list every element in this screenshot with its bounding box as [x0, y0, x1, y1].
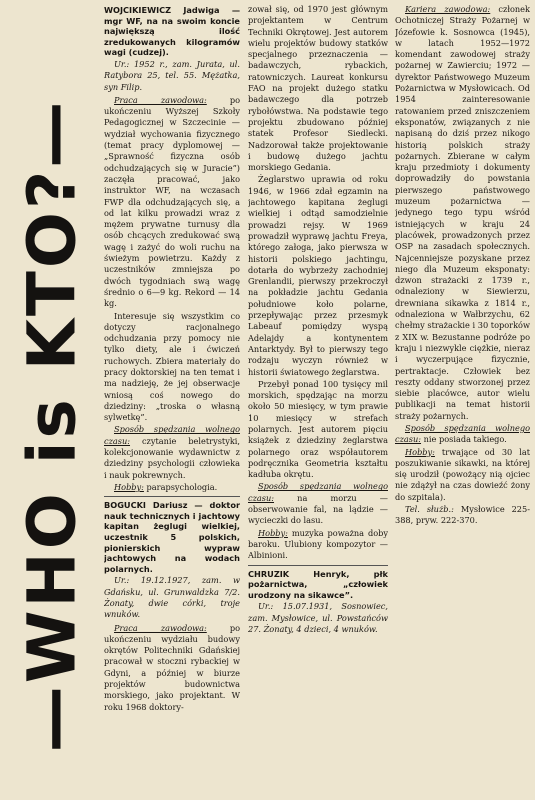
- profile-meta: Ur.: 1952 r., zam. Jurata, ul. Ratybora 25, tel. 55. Mężatka, syn Filip.: [104, 58, 240, 92]
- hobby-text: parapsychologia.: [146, 481, 218, 492]
- free-time-label: Sposób spędzania wolnego czasu:: [395, 422, 530, 445]
- hobby-label: Hobby:: [405, 446, 435, 457]
- phone-label: Tel. służb.:: [405, 504, 454, 515]
- heading-desc: — doktor nauk technicznych i jachtowy kapitan żeglugi wielkiej, uczestnik 5 polskich, pionierskich wypraw jachtowych na wodach polarnych.: [104, 500, 240, 574]
- free-time-text: czytanie beletrystyki, kolekcjonowanie wydawnictw z dziedziny psychologii człowieka i nauk pokrewnych.: [104, 435, 240, 480]
- sailing-paragraph-2: Przebył ponad 100 tysięcy mil morskich, spędzając na morzu około 50 miesięcy, w tym prawie 10 miesięcy w strefach polarnych. Jest autorem pięciu książek z dziedziny żeglarstwa polarnego oraz współautorem podręcznika Geometria kształtu kadłuba okrętu.: [248, 378, 388, 480]
- profile-meta: Ur.: 19.12.1927, zam. w Gdańsku, ul. Grunwaldzka 7/2. Żonaty, dwie córki, troje wnuków.: [104, 575, 240, 620]
- hobby-text: muzyka poważna doby baroku. Ulubiony kompozytor — Albinioni.: [248, 527, 388, 561]
- work-label: Praca zawodowa:: [114, 94, 207, 105]
- hobby-paragraph: [395, 447, 530, 503]
- free-time-label: Sposób spędzania wolnego czasu:: [104, 424, 240, 446]
- profile-meta: Ur.: 15.07.1931, Sosnowiec, zam. Mysłowice, ul. Powstańców 27. Żonaty, 4 dzieci, 4 wnuków.: [248, 601, 388, 634]
- career-label: Kariera zawodowa:: [405, 4, 491, 14]
- work-label: Praca zawodowa:: [114, 622, 207, 633]
- hobby-paragraph: [104, 482, 240, 493]
- profile-heading-chruzik: [248, 569, 388, 601]
- work-paragraph: [104, 623, 240, 713]
- vertical-title: [6, 98, 98, 752]
- free-time-label: Sposób spędzania wolnego czasu:: [248, 481, 388, 503]
- free-time-paragraph: [395, 423, 530, 446]
- heading-name: WOJCIKIEWICZ Jadwiga: [104, 5, 220, 15]
- free-time-text: na morzu — obserwowanie fal, na lądzie — wycieczki do lasu.: [248, 492, 388, 526]
- hobby-label: Hobby:: [258, 527, 288, 538]
- hobby-label: Hobby:: [114, 481, 144, 492]
- heading-name: CHRUZIK Henryk, płk: [248, 568, 388, 579]
- column-3: [395, 4, 530, 800]
- profile-heading-bogucki: [104, 500, 240, 574]
- sailing-paragraph: Żeglarstwo uprawia od roku 1946, w 1966 zdał egzamin na jachtowego kapitana żeglugi wielkiej i odtąd samodzielnie prowadzi rejsy. W 1969 prowadził wyprawę jachtu Freya, którego załoga, jako pierwsza w historii polskiego jachtingu, dotarła do wybrzeży zachodniej Grenlandii, pierwszy przekroczył na pokładzie jachtu Gedania południowe koło polarne, przepływając przez przesmyk Labeauf pomiędzy wyspą Adelajdy a kontynentem Antarktydy. Był to pierwszy tego rodzaju wyczyn również w historii światowego żeglarstwa.: [248, 174, 388, 377]
- continued-paragraph: zował się, od 1970 jest głównym projektantem w Centrum Techniki Okrętowej. Jest autorem wielu projektów budowy statków specjalnego przeznaczenia — badawczych, rybackich, ratowniczych. Laureat konkursu FAO na projekt dużego statku badawczego dla potrzeb rybołówstwa. Na podstawie tego projektu zbudowano później statek Profesor Siedlecki. Nadzorował także projektowanie i budowę dużego jachtu morskiego Gedania.: [248, 4, 388, 173]
- page-title: —WHO is KTO?—: [13, 98, 91, 752]
- hobby-paragraph: [248, 528, 388, 562]
- free-time-text: nie posiada takiego.: [423, 434, 507, 445]
- heading-name: BOGUCKI Dariusz: [104, 500, 188, 511]
- divider: [248, 565, 388, 566]
- phone-text: Mysłowice 225-388, pryw. 222-370.: [395, 504, 530, 526]
- work-text: po ukończeniu Wyższej Szkoły Pedagogicznej w Szczecinie — wydział wychowania fizycznego (temat pracy dyplomowej — „Sprawność fizyczna osób odchudzających się w Juracie”) zaczęła pracować, jako instruktor WF, na wczasach FWP dla odchudzających się, a od lat kilku prowadzi wraz z mężem prywatne turnusy dla osób chcących zredukować swą wagę i zażyć do woli ruchu na świeżym powietrzu. Każdy z uczestników zmniejsza po dwóch tygodniach swą wagę średnio o 6—9 kg. Rekord — 14 kg.: [104, 94, 240, 309]
- hobby-text: trwające od 30 lat poszukiwanie sikawki, na której się urodził (powożący nią ojciec nie zdążył na czas dowieźć żony do szpitala).: [395, 446, 530, 502]
- phone-paragraph: [395, 504, 530, 527]
- career-paragraph: [395, 4, 530, 422]
- heading-desc: pożarnictwa, „człowiek urodzony na sikawce”.: [248, 579, 388, 600]
- interests-paragraph: Interesuje się wszystkim co dotyczy racjonalnego odchudzania przy pomocy nie tylko diety, ale i ćwiczeń ruchowych. Zbiera materiały do pracy doktorskiej na ten temat i ma nadzieję, że jej obserwacje wniosą coś nowego do dziedziny: „troska o własną sylwetkę”.: [104, 310, 240, 423]
- career-text: członek Ochotniczej Straży Pożarnej w Józefowie k. Sosnowca (1945), w latach 1952—1972 komendant zawodowej straży pożarnej w Zawierciu; 1972 — dyrektor Państwowego Muzeum Pożarnictwa w Mysłowicach. Od 1954 zainteresowanie ratowaniem przed zniszczeniem eksponatów, związanych z nie napisaną do dziś przez nikogo historią polskich straży pożarnych. Zbierane w całym kraju przedmioty i dokumenty doprowadziły do powstania pierwszego państwowego muzeum pożarnictwa — jedynego tego typu wśród istniejących w kraju 24 placówek, prowadzonych przez OSP na zasadach społecznych. Najcenniejsze pozyskane przez niego dla Muzeum eksponaty: dzwon strażacki z 1739 r., odnaleziony w Siewierzu, drewniana sikawka z 1814 r., odnaleziona w Wałbrzychu, 62 chełmy strażackie i 30 toporków z XIX w. Bezustanne podróże po kraju i niezwykle ciężkie, nieraz i wyczerpujące fizycznie, pertraktacje. Człowiek bez reszty oddany stworzonej przez siebie placówce, autor wielu publikacji na temat historii straży pożarnych.: [395, 4, 530, 421]
- heading-desc: — mgr WF, na na swoim koncie największą ilość zredukowanych kilogramów wagi (cudzej).: [104, 5, 240, 58]
- work-text: po ukończeniu wydziału budowy okrętów Politechniki Gdańskiej pracował w stoczni rybackiej w Gdyni, a później w biurze projektów budownictwa morskiego, jako projektant. W roku 1968 doktory-: [104, 622, 240, 712]
- divider: [104, 496, 240, 497]
- free-time-paragraph: [248, 481, 388, 526]
- column-1: [104, 4, 240, 800]
- column-2: [248, 4, 388, 800]
- free-time-paragraph: [104, 424, 240, 480]
- profile-heading-wojcikiewicz: [104, 5, 240, 58]
- work-paragraph: [104, 95, 240, 310]
